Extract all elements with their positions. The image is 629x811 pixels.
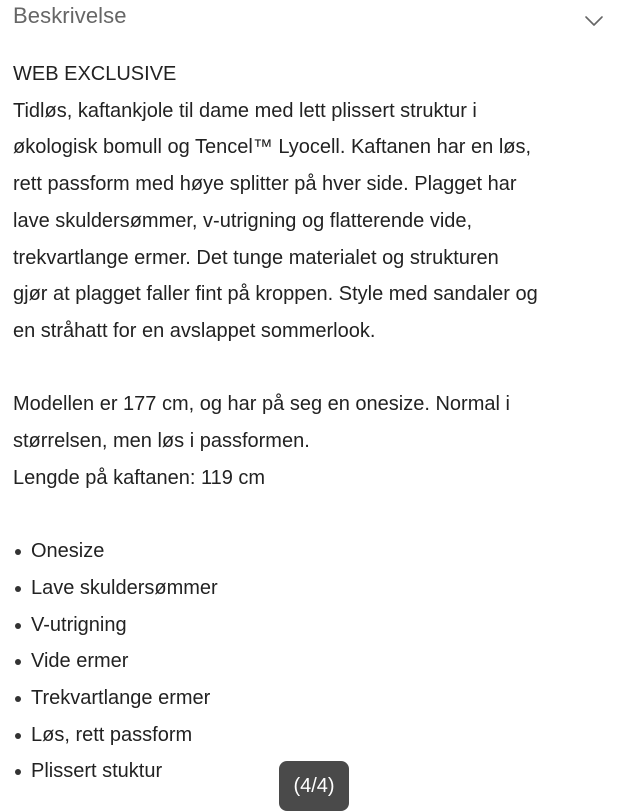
description-line: rett passform med høye splitter på hver side. Plagget har xyxy=(13,173,517,196)
description-line: Tidløs, kaftankjole til dame med lett plissert struktur i xyxy=(13,99,477,122)
feature-item: Trekvartlange ermer xyxy=(13,680,623,717)
feature-item: V-utrigning xyxy=(13,607,623,644)
description-content xyxy=(13,56,623,790)
model-info-line: Modellen er 177 cm, og har på seg en onesize. Normal i xyxy=(13,393,510,416)
description-accordion-header[interactable] xyxy=(0,0,629,42)
paragraph-spacer xyxy=(13,350,623,387)
chevron-down-icon[interactable] xyxy=(584,14,604,28)
description-line: en stråhatt for en avslappet sommerlook. xyxy=(13,319,376,342)
feature-item: Løs, rett passform xyxy=(13,717,623,754)
image-page-counter: (4/4) xyxy=(279,761,349,811)
feature-list xyxy=(13,533,623,790)
web-exclusive-label: WEB EXCLUSIVE xyxy=(13,63,177,85)
paragraph-spacer xyxy=(13,496,623,533)
feature-item: Lave skuldersømmer xyxy=(13,570,623,607)
accordion-title: Beskrivelse xyxy=(13,3,127,28)
description-line: lave skuldersømmer, v-utrigning og flatterende vide, xyxy=(13,209,473,232)
feature-item: Plissert stuktur xyxy=(13,753,623,790)
description-line: gjør at plagget faller fint på kroppen. Style med sandaler og xyxy=(13,283,538,306)
length-info: Lengde på kaftanen: 119 cm xyxy=(13,466,266,489)
feature-item: Vide ermer xyxy=(13,643,623,680)
model-info-line: størrelsen, men løs i passformen. xyxy=(13,430,310,453)
description-line: økologisk bomull og Tencel™ Lyocell. Kaftanen har en løs, xyxy=(13,136,532,159)
description-line: trekvartlange ermer. Det tunge materialet og strukturen xyxy=(13,246,499,269)
feature-item: Onesize xyxy=(13,533,623,570)
